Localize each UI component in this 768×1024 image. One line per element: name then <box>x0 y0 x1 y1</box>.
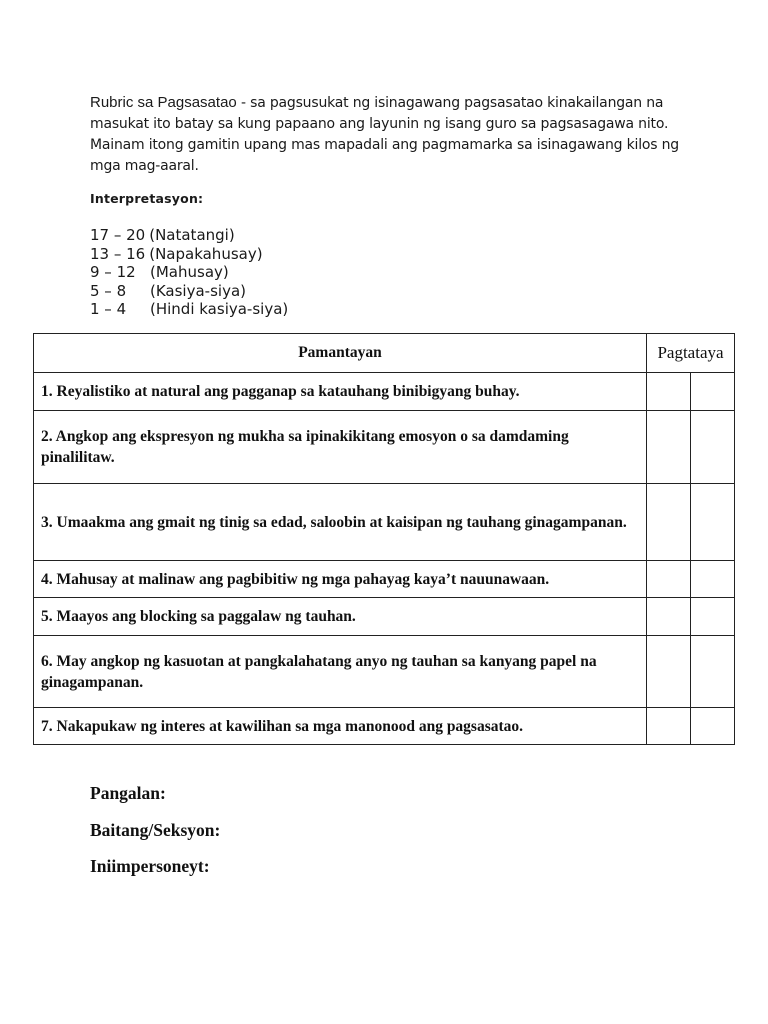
criterion-cell: 7. Nakapukaw ng interes at kawilihan sa mga manonood ang pagsasatao. <box>34 708 647 745</box>
table-row <box>34 484 735 561</box>
score-box[interactable] <box>691 373 735 411</box>
criterion-cell: 4. Mahusay at malinaw ang pagbibitiw ng mga pahayag kaya’t nauunawaan. <box>34 561 647 598</box>
name-label: Pangalan: <box>90 783 166 803</box>
score-box[interactable] <box>647 598 691 636</box>
criterion-cell: 3. Umaakma ang gmait ng tinig sa edad, saloobin at kaisipan ng tauhang ginagampanan. <box>34 484 647 561</box>
scale-label: (Napakahusay) <box>149 244 263 263</box>
score-header: Pagtataya <box>647 334 735 373</box>
table-header-row <box>34 334 735 373</box>
scale-range: 13 – 16 <box>90 244 146 263</box>
scale-range: 1 – 4 <box>90 300 127 318</box>
table-row <box>34 636 735 708</box>
table-row <box>34 708 735 745</box>
scale-row <box>90 245 288 264</box>
scale-row <box>90 300 288 319</box>
rubric-table <box>33 333 735 745</box>
score-box[interactable] <box>691 636 735 708</box>
rubric-title: Rubric sa Pagsasatao <box>90 94 237 111</box>
score-box[interactable] <box>647 561 691 598</box>
criterion-cell: 6. May angkop ng kasuotan at pangkalahatang anyo ng tauhan sa kanyang papel na ginagampanan. <box>34 636 647 708</box>
scale-row <box>90 282 288 301</box>
score-box[interactable] <box>691 598 735 636</box>
criterion-cell: 1. Reyalistiko at natural ang pagganap sa katauhang binibigyang buhay. <box>34 373 647 411</box>
table-row <box>34 411 735 484</box>
scale-range: 9 – 12 <box>90 263 136 281</box>
score-box[interactable] <box>691 708 735 745</box>
intro-paragraph <box>90 92 690 177</box>
criteria-header: Pamantayan <box>34 334 647 373</box>
interpretation-scale <box>90 226 288 319</box>
score-box[interactable] <box>647 373 691 411</box>
table-row <box>34 598 735 636</box>
criterion-cell: 2. Angkop ang ekspresyon ng mukha sa ipinakikitang emosyon o sa damdaming pinalilitaw. <box>34 411 647 484</box>
scale-range: 17 – 20 <box>90 226 146 244</box>
score-box[interactable] <box>691 561 735 598</box>
criterion-cell: 5. Maayos ang blocking sa paggalaw ng tauhan. <box>34 598 647 636</box>
table-row <box>34 373 735 411</box>
scale-row <box>90 263 288 282</box>
scale-label: (Natatangi) <box>149 226 235 244</box>
score-box[interactable] <box>647 484 691 561</box>
scale-range: 5 – 8 <box>90 281 127 300</box>
intro-text: - sa pagsusukat ng isinagawang pagsasatao kinakailangan na masukat ito batay sa kung papaano ang layunin ng isang guro sa pagsasagawa nito. Mainam itong gamitin upang mas mapadali ang pagmamarka sa isinagawang kilos ng mga mag-aaral. <box>90 95 679 174</box>
interpretation-heading: Interpretasyon: <box>90 191 204 206</box>
score-box[interactable] <box>691 484 735 561</box>
scale-label: (Hindi kasiya-siya) <box>150 300 289 318</box>
scale-row <box>90 226 288 245</box>
score-box[interactable] <box>647 708 691 745</box>
student-info <box>90 783 220 893</box>
scale-label: (Kasiya-siya) <box>150 281 246 300</box>
score-box[interactable] <box>647 411 691 484</box>
impersonated-label: Iniimpersoneyt: <box>90 856 210 876</box>
score-box[interactable] <box>691 411 735 484</box>
table-row <box>34 561 735 598</box>
score-box[interactable] <box>647 636 691 708</box>
scale-label: (Mahusay) <box>150 263 229 281</box>
section-label: Baitang/Seksyon: <box>90 819 221 840</box>
